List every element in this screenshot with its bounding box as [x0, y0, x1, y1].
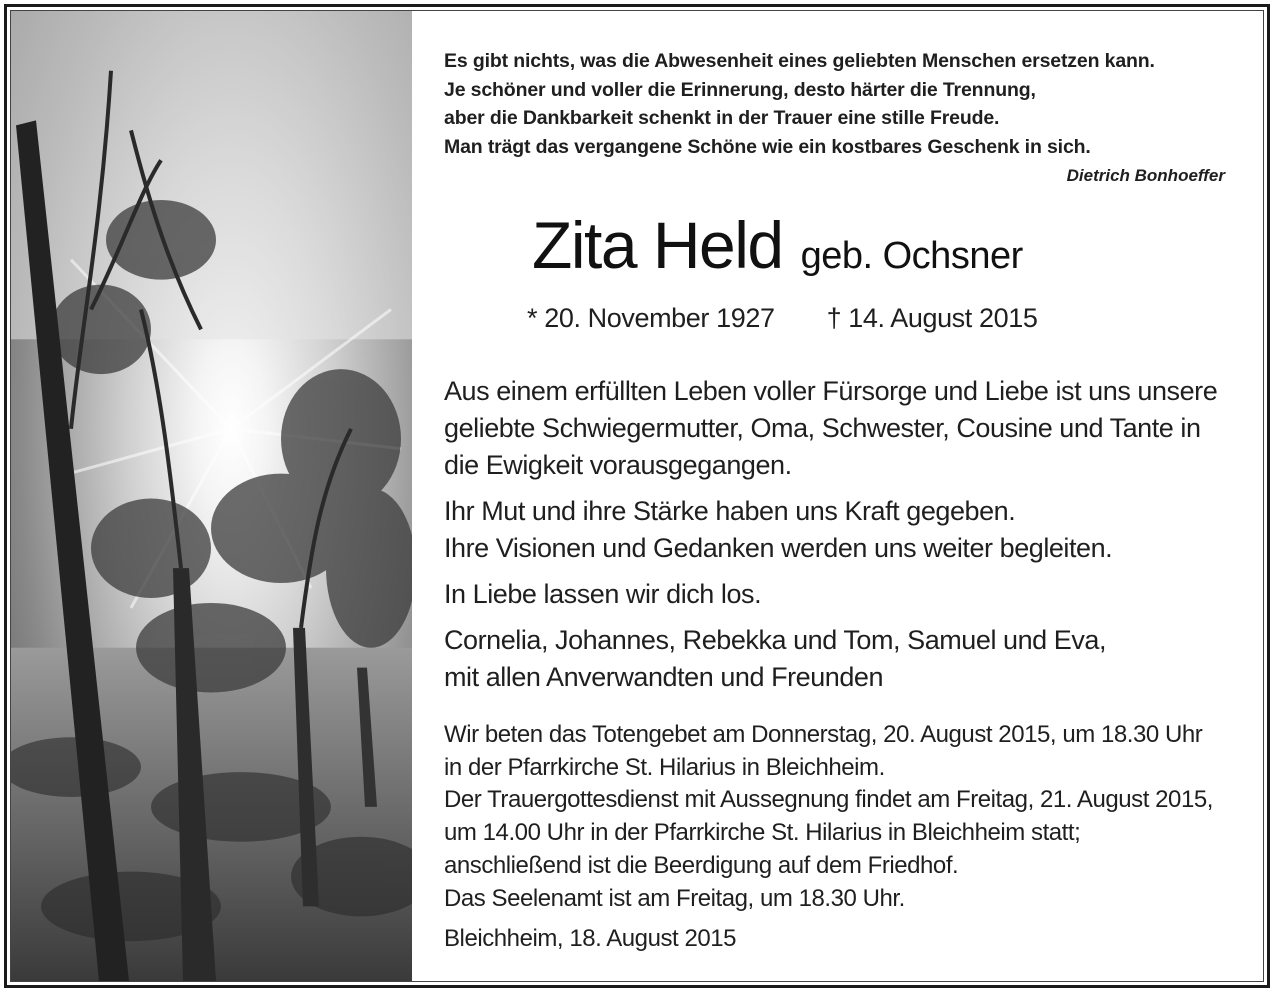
message-line: geliebte Schwiegermutter, Oma, Schwester, Cousine und Tante in	[444, 413, 1201, 443]
deceased-name: Zita Held	[532, 208, 783, 282]
quote-line: Je schöner und voller die Erinnerung, desto härter die Trennung,	[444, 78, 1036, 101]
message-paragraph	[444, 493, 1244, 567]
service-line: Der Trauergottesdienst mit Aussegnung findet am Freitag, 21. August 2015,	[444, 786, 1213, 814]
service-line: um 14.00 Uhr in der Pfarrkirche St. Hilarius in Bleichheim statt;	[444, 819, 1081, 847]
place-and-date: Bleichheim, 18. August 2015	[444, 925, 737, 952]
service-line: anschließend ist die Beerdigung auf dem Friedhof.	[444, 851, 959, 879]
obituary-message	[444, 373, 1244, 696]
message-line: Ihr Mut und ihre Stärke haben uns Kraft gegeben.	[444, 496, 1016, 526]
maiden-name: geb. Ochsner	[800, 235, 1023, 277]
mourners-line: Cornelia, Johannes, Rebekka und Tom, Samuel und Eva,	[444, 625, 1107, 655]
obituary-frame	[4, 4, 1270, 988]
mourners-line: mit allen Anverwandten und Freunden	[444, 662, 884, 692]
mourners-paragraph	[444, 622, 1244, 696]
message-line: Aus einem erfüllten Leben voller Fürsorge und Liebe ist uns unsere	[444, 376, 1218, 406]
deceased-name-row	[532, 207, 1023, 283]
quote-line: Man trägt das vergangene Schöne wie ein kostbares Geschenk in sich.	[444, 135, 1091, 158]
service-line: Das Seelenamt ist am Freitag, um 18.30 Uhr.	[444, 884, 905, 912]
text-area	[412, 11, 1263, 981]
quote-line: Es gibt nichts, was die Abwesenheit eines geliebten Menschen ersetzen kann.	[444, 50, 1155, 72]
quote-line: aber die Dankbarkeit schenkt in der Trauer eine stille Freude.	[444, 107, 1000, 129]
message-paragraph	[444, 373, 1244, 484]
service-information	[444, 719, 1254, 915]
message-line: Ihre Visionen und Gedanken werden uns weiter begleiten.	[444, 533, 1113, 563]
birth-date: * 20. November 1927	[527, 303, 775, 333]
vineyard-sunlight-photo	[11, 11, 412, 981]
bonhoeffer-quote	[444, 47, 1229, 161]
obituary-inner-border	[10, 10, 1264, 982]
message-line: die Ewigkeit vorausgegangen.	[444, 450, 792, 480]
death-date: † 14. August 2015	[826, 303, 1038, 333]
quote-author: Dietrich Bonhoeffer	[1066, 166, 1225, 185]
message-line: In Liebe lassen wir dich los.	[444, 579, 762, 609]
service-line: Wir beten das Totengebet am Donnerstag, 20. August 2015, um 18.30 Uhr	[444, 721, 1203, 748]
life-dates	[527, 303, 1037, 334]
message-paragraph	[444, 576, 1244, 613]
service-line: in der Pfarrkirche St. Hilarius in Bleichheim.	[444, 753, 885, 781]
